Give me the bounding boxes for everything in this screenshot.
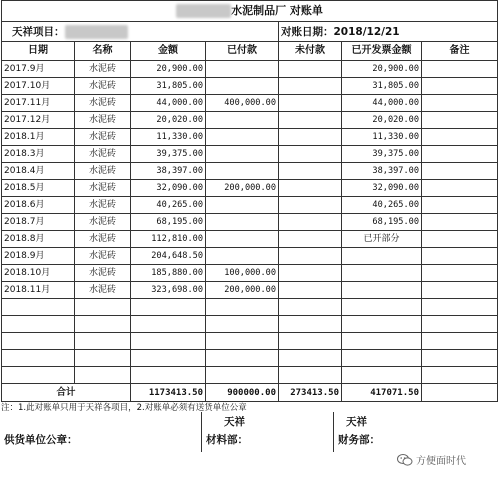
cell-note [422, 95, 498, 112]
cell-paid [206, 146, 279, 163]
cell-note [422, 197, 498, 214]
cell-unpaid [279, 163, 342, 180]
empty-cell [131, 316, 206, 333]
cell-note [422, 180, 498, 197]
cell-name: 水泥砖 [75, 231, 131, 248]
supplier-seal-label: 供货单位公章： [4, 434, 78, 446]
cell-note [422, 282, 498, 299]
table-row [2, 214, 498, 231]
cell-invoiced: 31,805.00 [342, 78, 422, 95]
cell-name: 水泥砖 [75, 129, 131, 146]
finance-dept-label: 财务部： [338, 434, 380, 446]
table-row [2, 78, 498, 95]
cell-unpaid [279, 146, 342, 163]
empty-cell [206, 367, 279, 384]
empty-cell [2, 333, 75, 350]
cell-amount: 204,648.50 [131, 248, 206, 265]
cell-note [422, 214, 498, 231]
column-header: 日期 [2, 42, 75, 61]
empty-cell [279, 367, 342, 384]
cell-name: 水泥砖 [75, 214, 131, 231]
cell-unpaid [279, 112, 342, 129]
cell-unpaid [279, 214, 342, 231]
cell-paid [206, 163, 279, 180]
empty-cell [131, 367, 206, 384]
cell-invoiced: 68,195.00 [342, 214, 422, 231]
totals-row [2, 384, 498, 402]
cell-amount: 31,805.00 [131, 78, 206, 95]
table-row [2, 180, 498, 197]
cell-amount: 39,375.00 [131, 146, 206, 163]
watermark-text: 方便面时代 [416, 456, 466, 467]
cell-unpaid [279, 248, 342, 265]
cell-amount: 44,000.00 [131, 95, 206, 112]
table-row [2, 265, 498, 282]
table-row [2, 112, 498, 129]
totals-label: 合计 [2, 384, 131, 402]
empty-row [2, 316, 498, 333]
cell-invoiced: 20,900.00 [342, 61, 422, 78]
cell-name: 水泥砖 [75, 146, 131, 163]
cell-date: 2018.7月 [2, 214, 75, 231]
cell-invoiced: 39,375.00 [342, 146, 422, 163]
cell-unpaid [279, 129, 342, 146]
cell-amount: 20,020.00 [131, 112, 206, 129]
cell-amount: 68,195.00 [131, 214, 206, 231]
footer-divider [201, 412, 202, 452]
cell-note [422, 231, 498, 248]
project-cell: 天祥项目： [2, 22, 279, 42]
empty-cell [75, 350, 131, 367]
cell-unpaid [279, 265, 342, 282]
cell-invoiced: 已开部分 [342, 231, 422, 248]
column-header: 已开发票金额 [342, 42, 422, 61]
cell-amount: 32,090.00 [131, 180, 206, 197]
total-unpaid: 273413.50 [279, 384, 342, 402]
empty-cell [422, 367, 498, 384]
empty-cell [2, 367, 75, 384]
empty-cell [75, 299, 131, 316]
empty-cell [206, 350, 279, 367]
cell-unpaid [279, 231, 342, 248]
cell-note [422, 78, 498, 95]
redacted-project-name [65, 25, 128, 39]
project-row [2, 22, 498, 42]
empty-row [2, 350, 498, 367]
cell-date: 2018.1月 [2, 129, 75, 146]
column-header: 备注 [422, 42, 498, 61]
cell-paid: 100,000.00 [206, 265, 279, 282]
cell-unpaid [279, 282, 342, 299]
column-header-row [2, 42, 498, 61]
cell-date: 2017.11月 [2, 95, 75, 112]
table-row [2, 129, 498, 146]
table-row [2, 197, 498, 214]
empty-cell [279, 333, 342, 350]
cell-name: 水泥砖 [75, 163, 131, 180]
cell-name: 水泥砖 [75, 112, 131, 129]
total-invoiced: 417071.50 [342, 384, 422, 402]
redacted-company-name [176, 4, 231, 18]
column-header: 未付款 [279, 42, 342, 61]
cell-paid [206, 112, 279, 129]
date-cell: 对账日期：2018/12/21 [279, 22, 498, 42]
cell-invoiced [342, 248, 422, 265]
tianxiang-label-2: 天祥 [346, 416, 367, 428]
cell-name: 水泥砖 [75, 282, 131, 299]
empty-cell [422, 316, 498, 333]
cell-amount: 185,880.00 [131, 265, 206, 282]
material-dept-label: 材料部： [206, 434, 248, 446]
cell-name: 水泥砖 [75, 248, 131, 265]
empty-cell [75, 316, 131, 333]
empty-row [2, 367, 498, 384]
cell-date: 2018.6月 [2, 197, 75, 214]
cell-amount: 20,900.00 [131, 61, 206, 78]
empty-cell [131, 350, 206, 367]
cell-date: 2018.3月 [2, 146, 75, 163]
empty-cell [75, 367, 131, 384]
cell-invoiced: 20,020.00 [342, 112, 422, 129]
cell-note [422, 129, 498, 146]
table-row [2, 61, 498, 78]
cell-date: 2018.8月 [2, 231, 75, 248]
cell-paid [206, 197, 279, 214]
cell-unpaid [279, 61, 342, 78]
statement-title: 水泥制品厂 对账单 [2, 1, 498, 22]
cell-date: 2018.11月 [2, 282, 75, 299]
cell-note [422, 248, 498, 265]
cell-invoiced [342, 265, 422, 282]
empty-cell [131, 333, 206, 350]
empty-cell [2, 316, 75, 333]
cell-date: 2017.9月 [2, 61, 75, 78]
empty-cell [279, 350, 342, 367]
statement-table [1, 0, 498, 402]
column-header: 已付款 [206, 42, 279, 61]
cell-note [422, 61, 498, 78]
cell-note [422, 146, 498, 163]
cell-paid: 400,000.00 [206, 95, 279, 112]
cell-amount: 40,265.00 [131, 197, 206, 214]
total-note [422, 384, 498, 402]
cell-invoiced: 40,265.00 [342, 197, 422, 214]
cell-paid [206, 61, 279, 78]
empty-row [2, 333, 498, 350]
empty-cell [2, 299, 75, 316]
cell-date: 2018.5月 [2, 180, 75, 197]
footer-divider [333, 412, 334, 452]
empty-cell [131, 299, 206, 316]
cell-amount: 38,397.00 [131, 163, 206, 180]
cell-amount: 11,330.00 [131, 129, 206, 146]
table-row [2, 146, 498, 163]
empty-cell [75, 333, 131, 350]
cell-name: 水泥砖 [75, 78, 131, 95]
empty-cell [422, 333, 498, 350]
cell-paid: 200,000.00 [206, 180, 279, 197]
empty-cell [2, 350, 75, 367]
empty-cell [422, 350, 498, 367]
cell-amount: 323,698.00 [131, 282, 206, 299]
empty-cell [342, 350, 422, 367]
cell-name: 水泥砖 [75, 61, 131, 78]
cell-note [422, 112, 498, 129]
cell-invoiced: 38,397.00 [342, 163, 422, 180]
cell-note [422, 163, 498, 180]
empty-cell [342, 333, 422, 350]
column-header: 名称 [75, 42, 131, 61]
cell-invoiced [342, 282, 422, 299]
cell-date: 2017.10月 [2, 78, 75, 95]
table-row [2, 248, 498, 265]
empty-cell [206, 316, 279, 333]
empty-cell [206, 299, 279, 316]
table-row [2, 231, 498, 248]
cell-unpaid [279, 95, 342, 112]
cell-unpaid [279, 180, 342, 197]
watermark [397, 452, 466, 467]
statement-sheet [1, 0, 497, 402]
statement-date: 2018/12/21 [333, 25, 400, 38]
cell-paid [206, 129, 279, 146]
cell-date: 2018.4月 [2, 163, 75, 180]
footer-note: 注：1.此对账单只用于天祥各项目，2.对账单必须有送货单位公章 [1, 403, 247, 413]
empty-row [2, 299, 498, 316]
cell-date: 2018.9月 [2, 248, 75, 265]
cell-unpaid [279, 78, 342, 95]
column-header: 金额 [131, 42, 206, 61]
total-paid: 900000.00 [206, 384, 279, 402]
cell-invoiced: 11,330.00 [342, 129, 422, 146]
cell-note [422, 265, 498, 282]
table-row [2, 95, 498, 112]
empty-cell [279, 299, 342, 316]
cell-date: 2018.10月 [2, 265, 75, 282]
table-row [2, 282, 498, 299]
empty-cell [342, 367, 422, 384]
cell-invoiced: 32,090.00 [342, 180, 422, 197]
title-row [2, 1, 498, 22]
empty-cell [422, 299, 498, 316]
cell-paid: 200,000.00 [206, 282, 279, 299]
total-amount: 1173413.50 [131, 384, 206, 402]
cell-invoiced: 44,000.00 [342, 95, 422, 112]
tianxiang-label-1: 天祥 [224, 416, 245, 428]
cell-paid [206, 231, 279, 248]
cell-name: 水泥砖 [75, 197, 131, 214]
cell-name: 水泥砖 [75, 95, 131, 112]
cell-date: 2017.12月 [2, 112, 75, 129]
cell-unpaid [279, 197, 342, 214]
cell-paid [206, 214, 279, 231]
table-row [2, 163, 498, 180]
wechat-icon [397, 453, 413, 467]
empty-cell [342, 299, 422, 316]
empty-cell [206, 333, 279, 350]
cell-name: 水泥砖 [75, 180, 131, 197]
cell-name: 水泥砖 [75, 265, 131, 282]
empty-cell [279, 316, 342, 333]
cell-paid [206, 78, 279, 95]
cell-paid [206, 248, 279, 265]
empty-cell [342, 316, 422, 333]
cell-amount: 112,810.00 [131, 231, 206, 248]
